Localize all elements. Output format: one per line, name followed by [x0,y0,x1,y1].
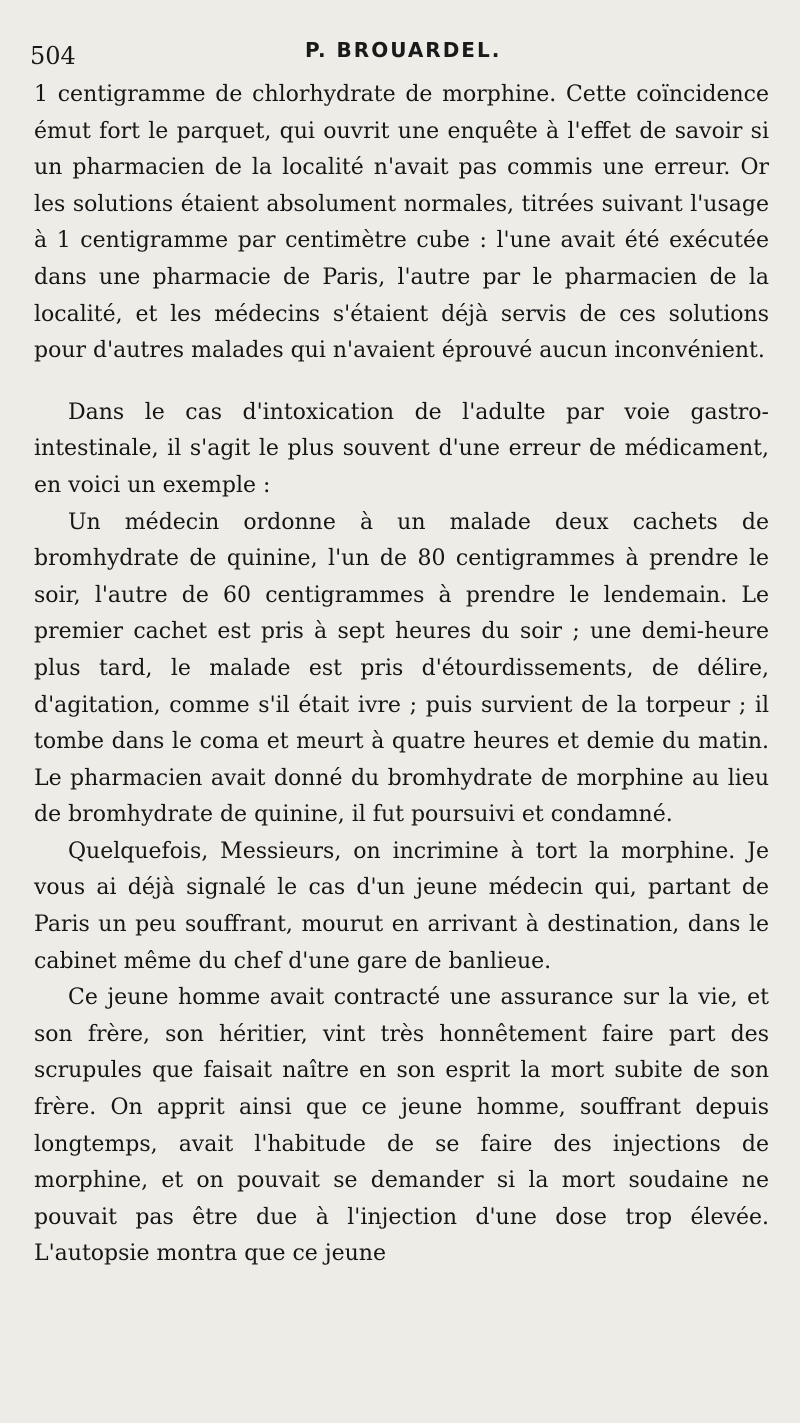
page-number: 504 [30,42,76,70]
running-head: P. BROUARDEL. [305,38,502,62]
paragraph-jeune-homme: Ce jeune homme avait contracté une assurance sur la vie, et son frère, son héritier, vint très honnêtement faire part des scrupules que faisait naître en son esprit la mort subite de son frère. On apprit ainsi que ce jeune homme, souffrant depuis longtemps, avait l'habitude de se faire des injections de morphine, et on pouvait se demander si la mort soudaine ne pouvait pas être due à l'injection d'une dose trop élevée. L'autopsie montra que ce jeune [34,985,769,1267]
paragraph-quelquefois: Quelquefois, Messieurs, on incrimine à tort la morphine. Je vous ai déjà signalé le cas d'un jeune médecin qui, partant de Paris un peu souffrant, mourut en arrivant à destination, dans le cabinet même du chef d'une gare de banlieue. [34,838,769,974]
body-text [34,77,769,1273]
page-header [30,38,770,78]
paragraph-continuation: 1 centigramme de chlorhydrate de morphine. Cette coïncidence émut fort le parquet, qui ouvrit une enquête à l'effet de savoir si un pharmacien de la localité n'avait pas commis une erreur. Or les solutions étaient absolument normales, titrées suivant l'usage à 1 centigramme par centimètre cube : l'une avait été exécutée dans une pharmacie de Paris, l'autre par le pharmacien de la localité, et les médecins s'étaient déjà servis de ces solutions pour d'autres malades qui n'avaient éprouvé aucun inconvénient. [34,82,769,364]
paragraph-exemple-medecin: Un médecin ordonne à un malade deux cachets de bromhydrate de quinine, l'un de 80 centigrammes à prendre le soir, l'autre de 60 centigrammes à prendre le lendemain. Le premier cachet est pris à sept heures du soir ; une demi-heure plus tard, le malade est pris d'étourdissements, de délire, d'agitation, comme s'il était ivre ; puis survient de la torpeur ; il tombe dans le coma et meurt à quatre heures et demie du matin. Le pharmacien avait donné du bromhydrate de morphine au lieu de bromhydrate de quinine, il fut poursuivi et condamné. [34,509,769,828]
paragraph-intoxication-adulte: Dans le cas d'intoxication de l'adulte par voie gastro-intestinale, il s'agit le plus souvent d'une erreur de médicament, en voici un exemple : [34,399,769,498]
